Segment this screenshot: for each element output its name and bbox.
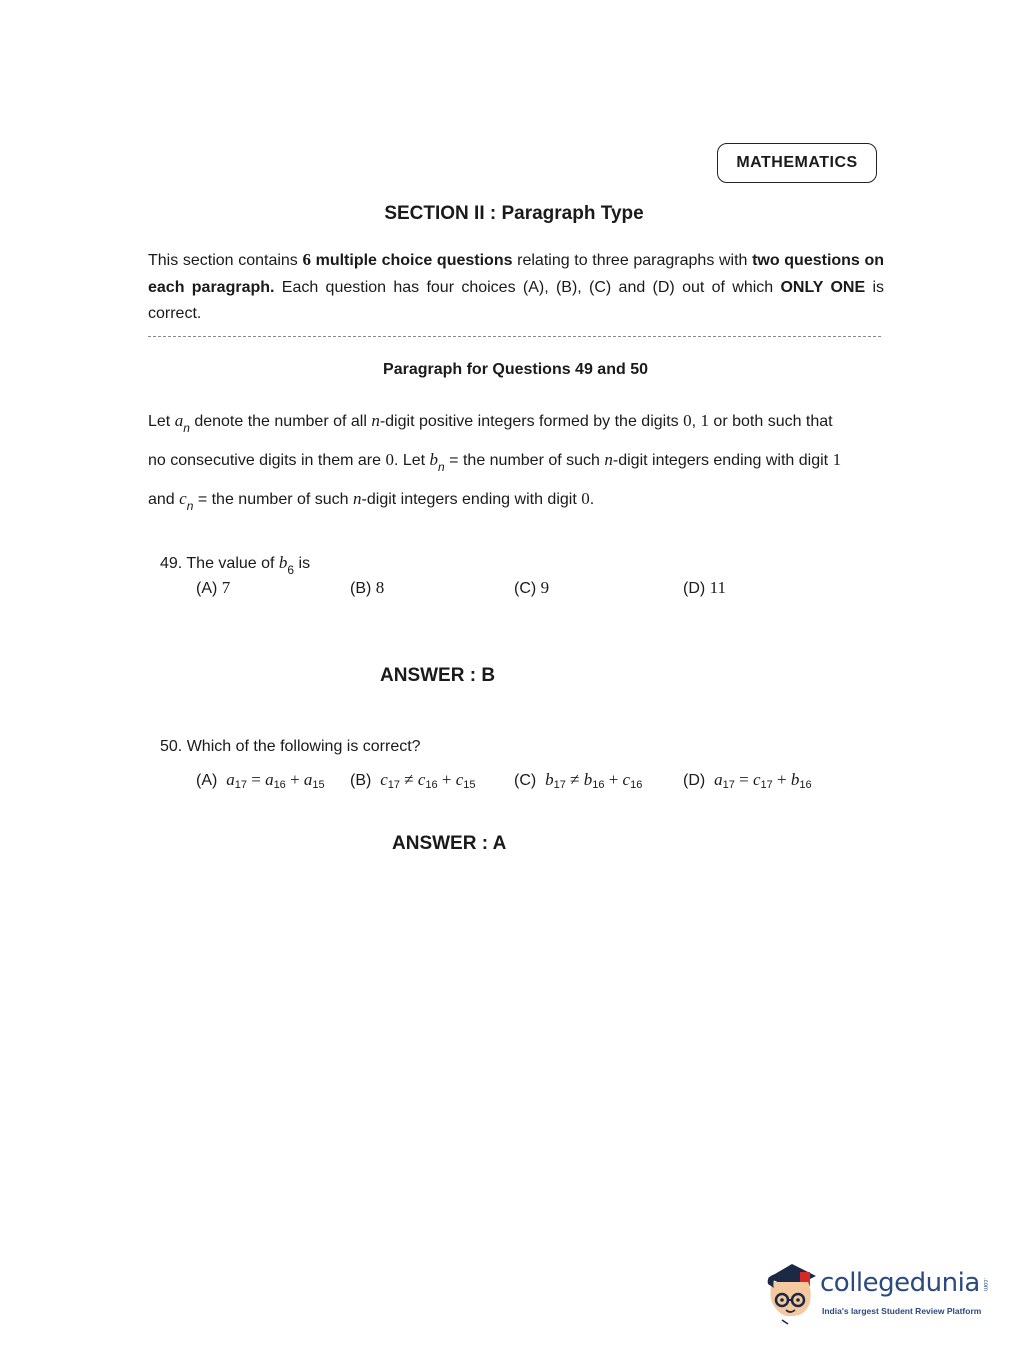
text: the number of such [462, 452, 605, 469]
operator: ≠ [565, 770, 584, 789]
option-value: 7 [221, 578, 231, 597]
sub: 17 [387, 779, 401, 791]
answer-49: ANSWER : B [380, 665, 496, 686]
section-title: SECTION II : Paragraph Type [384, 203, 644, 224]
var: b [583, 770, 593, 789]
var-b: b [429, 450, 439, 469]
text: -digit integers ending with digit [361, 491, 582, 508]
plus: + [285, 770, 304, 789]
var-n: n [604, 450, 613, 469]
subject-badge: MATHEMATICS [717, 143, 877, 183]
sub: 17 [234, 779, 247, 791]
digit-1: 1 [700, 411, 709, 430]
text: . Let [393, 452, 430, 469]
option-label: (D) [683, 580, 706, 597]
digit-0: 0 [385, 450, 394, 469]
text: = [193, 491, 212, 508]
question-50 [160, 738, 421, 756]
intro-two-questions: two questions on each paragraph. [148, 252, 885, 296]
var-a: a [174, 411, 184, 430]
q50-option-a[interactable] [196, 770, 325, 791]
logo-tagline: India's largest Student Review Platform [822, 1306, 982, 1316]
intro-text-4: is correct. [148, 278, 884, 322]
var: c [455, 770, 464, 789]
option-label: (B) [350, 580, 372, 597]
var: c [380, 770, 388, 789]
sub-n: n [186, 499, 194, 513]
question-49 [160, 553, 310, 577]
sub-n: n [438, 460, 445, 474]
intro-only-one: ONLY ONE [780, 278, 866, 296]
option-value: 9 [540, 578, 550, 597]
sub: 15 [312, 779, 325, 791]
q50-option-b[interactable] [350, 770, 476, 791]
option-label: (B) [350, 772, 372, 789]
question-text: Which of the following is correct? [186, 738, 421, 755]
text: = [444, 452, 463, 469]
q49-option-d[interactable] [683, 578, 726, 598]
mascot-icon [762, 1258, 820, 1330]
var: c [417, 770, 426, 789]
var: b [545, 770, 554, 789]
option-label: (C) [514, 580, 537, 597]
text: denote the number of all [189, 413, 372, 430]
sub: 16 [630, 779, 643, 791]
option-value: 8 [375, 578, 385, 597]
option-label: (A) [196, 580, 218, 597]
digit-0: 0 [683, 411, 692, 430]
var: a [714, 770, 723, 789]
logo-name: collegedunia [820, 1268, 980, 1298]
intro-text-1: This section contains [148, 252, 303, 269]
section-instructions [148, 247, 884, 328]
question-text: The value of [186, 555, 279, 572]
paragraph-line-2 [148, 450, 888, 474]
var: b [790, 770, 800, 789]
plus: + [772, 770, 791, 789]
question-number: 49. [160, 555, 183, 572]
operator: = [246, 770, 266, 789]
var: c [622, 770, 631, 789]
logo-com: .com [982, 1278, 988, 1292]
sub: 16 [425, 779, 438, 791]
question-number: 50. [160, 738, 183, 755]
q49-option-a[interactable] [196, 578, 230, 598]
q49-option-b[interactable] [350, 578, 384, 598]
option-label: (A) [196, 772, 218, 789]
var: c [752, 770, 761, 789]
var-c: c [179, 489, 187, 508]
paragraph-line-1 [148, 411, 888, 435]
sub: 16 [592, 779, 605, 791]
intro-count: 6 [302, 250, 311, 269]
plus: + [437, 770, 456, 789]
plus: + [604, 770, 623, 789]
paragraph-line-3 [148, 489, 888, 513]
intro-text-2: relating to three paragraphs with [512, 252, 753, 269]
text: Let [148, 413, 175, 430]
question-tail: is [294, 555, 311, 572]
text: no consecutive digits in them are [148, 452, 386, 469]
answer-50: ANSWER : A [392, 833, 507, 854]
divider [148, 336, 881, 337]
sub-6: 6 [287, 563, 295, 577]
q50-option-c[interactable] [514, 770, 642, 791]
var-n: n [353, 489, 362, 508]
text: and [148, 491, 180, 508]
intro-mcq: multiple choice questions [310, 252, 513, 269]
text: , [691, 413, 701, 430]
var-b: b [278, 553, 288, 572]
text: or both such that [708, 413, 833, 430]
sub: 17 [722, 779, 735, 791]
var: a [303, 770, 313, 789]
var: a [265, 770, 274, 789]
sub: 16 [273, 779, 286, 791]
text: the number of such [211, 491, 354, 508]
option-label: (C) [514, 772, 537, 789]
text: -digit integers ending with digit [612, 452, 833, 469]
q49-option-c[interactable] [514, 578, 549, 598]
sub: 15 [463, 779, 476, 791]
sub: 17 [553, 779, 566, 791]
intro-text-3: Each question has four choices (A), (B), (C) and (D) out of which [274, 278, 781, 296]
operator: = [734, 770, 753, 789]
digit-0: 0 [581, 489, 590, 508]
var-n: n [371, 411, 380, 430]
operator: ≠ [400, 770, 418, 789]
text: -digit positive integers formed by the digits [379, 413, 684, 430]
sub: 17 [760, 779, 773, 791]
option-label: (D) [683, 772, 706, 789]
digit-1: 1 [832, 450, 842, 469]
option-value: 11 [709, 578, 727, 597]
q50-option-d[interactable] [683, 770, 812, 791]
paragraph-title: Paragraph for Questions 49 and 50 [383, 361, 648, 378]
text: . [589, 491, 595, 508]
var: a [226, 770, 235, 789]
sub: 16 [799, 779, 812, 791]
collegedunia-logo[interactable] [762, 1258, 992, 1330]
sub-n: n [183, 421, 190, 435]
